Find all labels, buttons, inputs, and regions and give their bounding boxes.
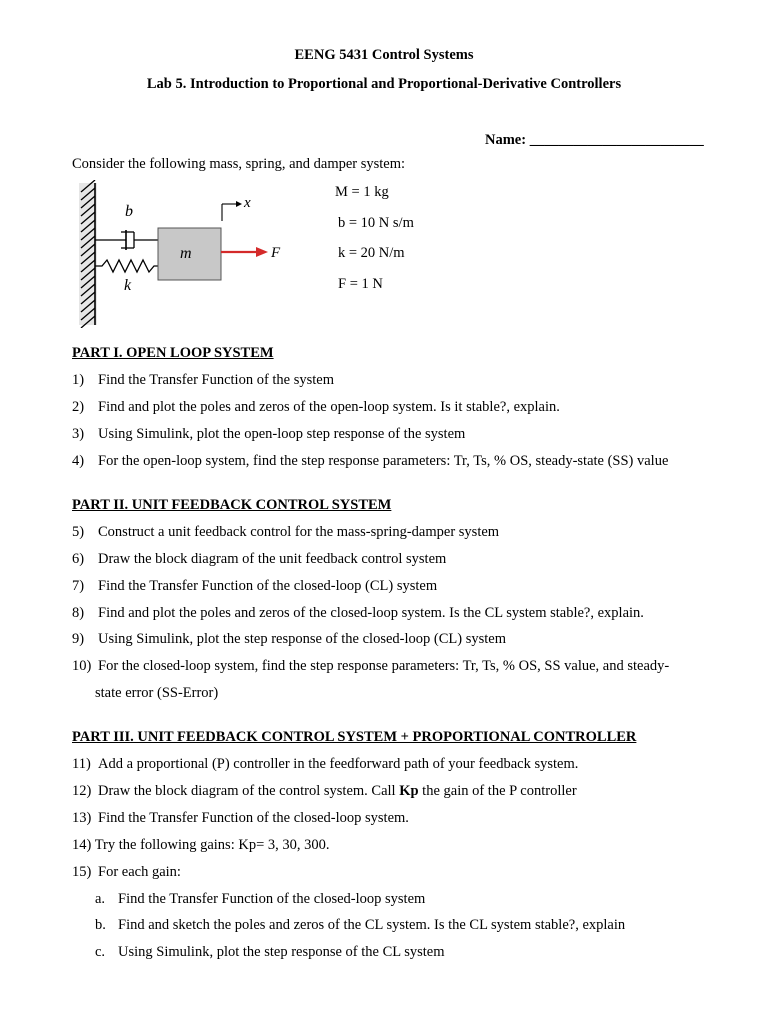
item-text: Construct a unit feedback control for the mass-spring-damper system [98,524,500,540]
label-b: b [125,203,133,220]
sub-item-text: Find the Transfer Function of the closed-loop system [118,891,426,907]
mass-spring-damper-diagram [76,180,296,328]
intro-text: Consider the following mass, spring, and damper system: [72,156,406,172]
item-number: 6) [72,551,85,567]
item-number: 9) [72,631,85,647]
item-text-pre: Draw the block diagram of the control system. Call [98,783,400,799]
item-number: 10) [72,658,92,674]
item-text: Add a proportional (P) controller in the feedforward path of your feedback system. [98,756,579,772]
param-force: F = 1 N [338,276,383,292]
param-spring: k = 20 N/m [338,245,405,261]
label-x: x [244,195,251,211]
part1-heading: PART I. OPEN LOOP SYSTEM [72,345,274,361]
label-k: k [124,277,132,294]
item-text-continued: state error (SS-Error) [95,685,219,701]
item-text-post: the gain of the P controller [418,783,577,799]
item-text: Using Simulink, plot the open-loop step response of the system [98,426,466,442]
kp-label: Kp [399,783,419,799]
item-text [98,783,577,800]
item-number: 5) [72,524,85,540]
name-field [485,132,704,149]
item-number: 15) [72,864,92,880]
item-text: Find the Transfer Function of the system [98,372,335,388]
label-m: m [180,245,192,262]
param-mass: M = 1 kg [335,184,389,200]
sub-item-text: Using Simulink, plot the step response of the CL system [118,944,445,960]
item-text: For the open-loop system, find the step response parameters: Tr, Ts, % OS, steady-state (SS) value [98,453,669,469]
item-text: Find the Transfer Function of the closed-loop (CL) system [98,578,438,594]
item-number: 11) [72,756,91,772]
sub-item-letter: c. [95,944,106,960]
name-label: Name: [485,132,527,148]
param-damping: b = 10 N s/m [338,215,414,231]
item-number: 8) [72,605,85,621]
item-number: 13) [72,810,92,826]
item-text: Find the Transfer Function of the closed-loop system. [98,810,409,826]
item-number: 3) [72,426,85,442]
item-number: 7) [72,578,85,594]
item-text: Draw the block diagram of the unit feedback control system [98,551,447,567]
item-text: Find and plot the poles and zeros of the open-loop system. Is it stable?, explain. [98,399,560,415]
item-text: Using Simulink, plot the step response of the closed-loop (CL) system [98,631,506,647]
item-text: Find and plot the poles and zeros of the closed-loop system. Is the CL system stable?, explain. [98,605,644,621]
part2-heading: PART II. UNIT FEEDBACK CONTROL SYSTEM [72,497,392,513]
sub-item-text: Find and sketch the poles and zeros of the CL system. Is the CL system stable?, explain [118,917,626,933]
lab-title: Lab 5. Introduction to Proportional and Proportional-Derivative Controllers [146,76,622,92]
displacement-marker [222,201,242,221]
label-F: F [271,245,281,261]
sub-item-letter: b. [95,917,106,933]
item-number: 12) [72,783,92,799]
item-number: 4) [72,453,85,469]
item-number: 2) [72,399,85,415]
force-arrow [221,247,268,257]
item-text: 14) Try the following gains: Kp= 3, 30, 300. [72,837,330,853]
item-text: For each gain: [98,864,181,880]
part3-heading: PART III. UNIT FEEDBACK CONTROL SYSTEM + PROPORTIONAL CONTROLLER [72,729,637,745]
damper [95,230,158,250]
course-title: EENG 5431 Control Systems [294,47,474,63]
item-number: 1) [72,372,85,388]
spring [95,260,158,272]
sub-item-letter: a. [95,891,106,907]
name-blank-line: ________________________ [529,132,704,148]
item-text: For the closed-loop system, find the step response parameters: Tr, Ts, % OS, SS value, and steady- [98,658,670,674]
